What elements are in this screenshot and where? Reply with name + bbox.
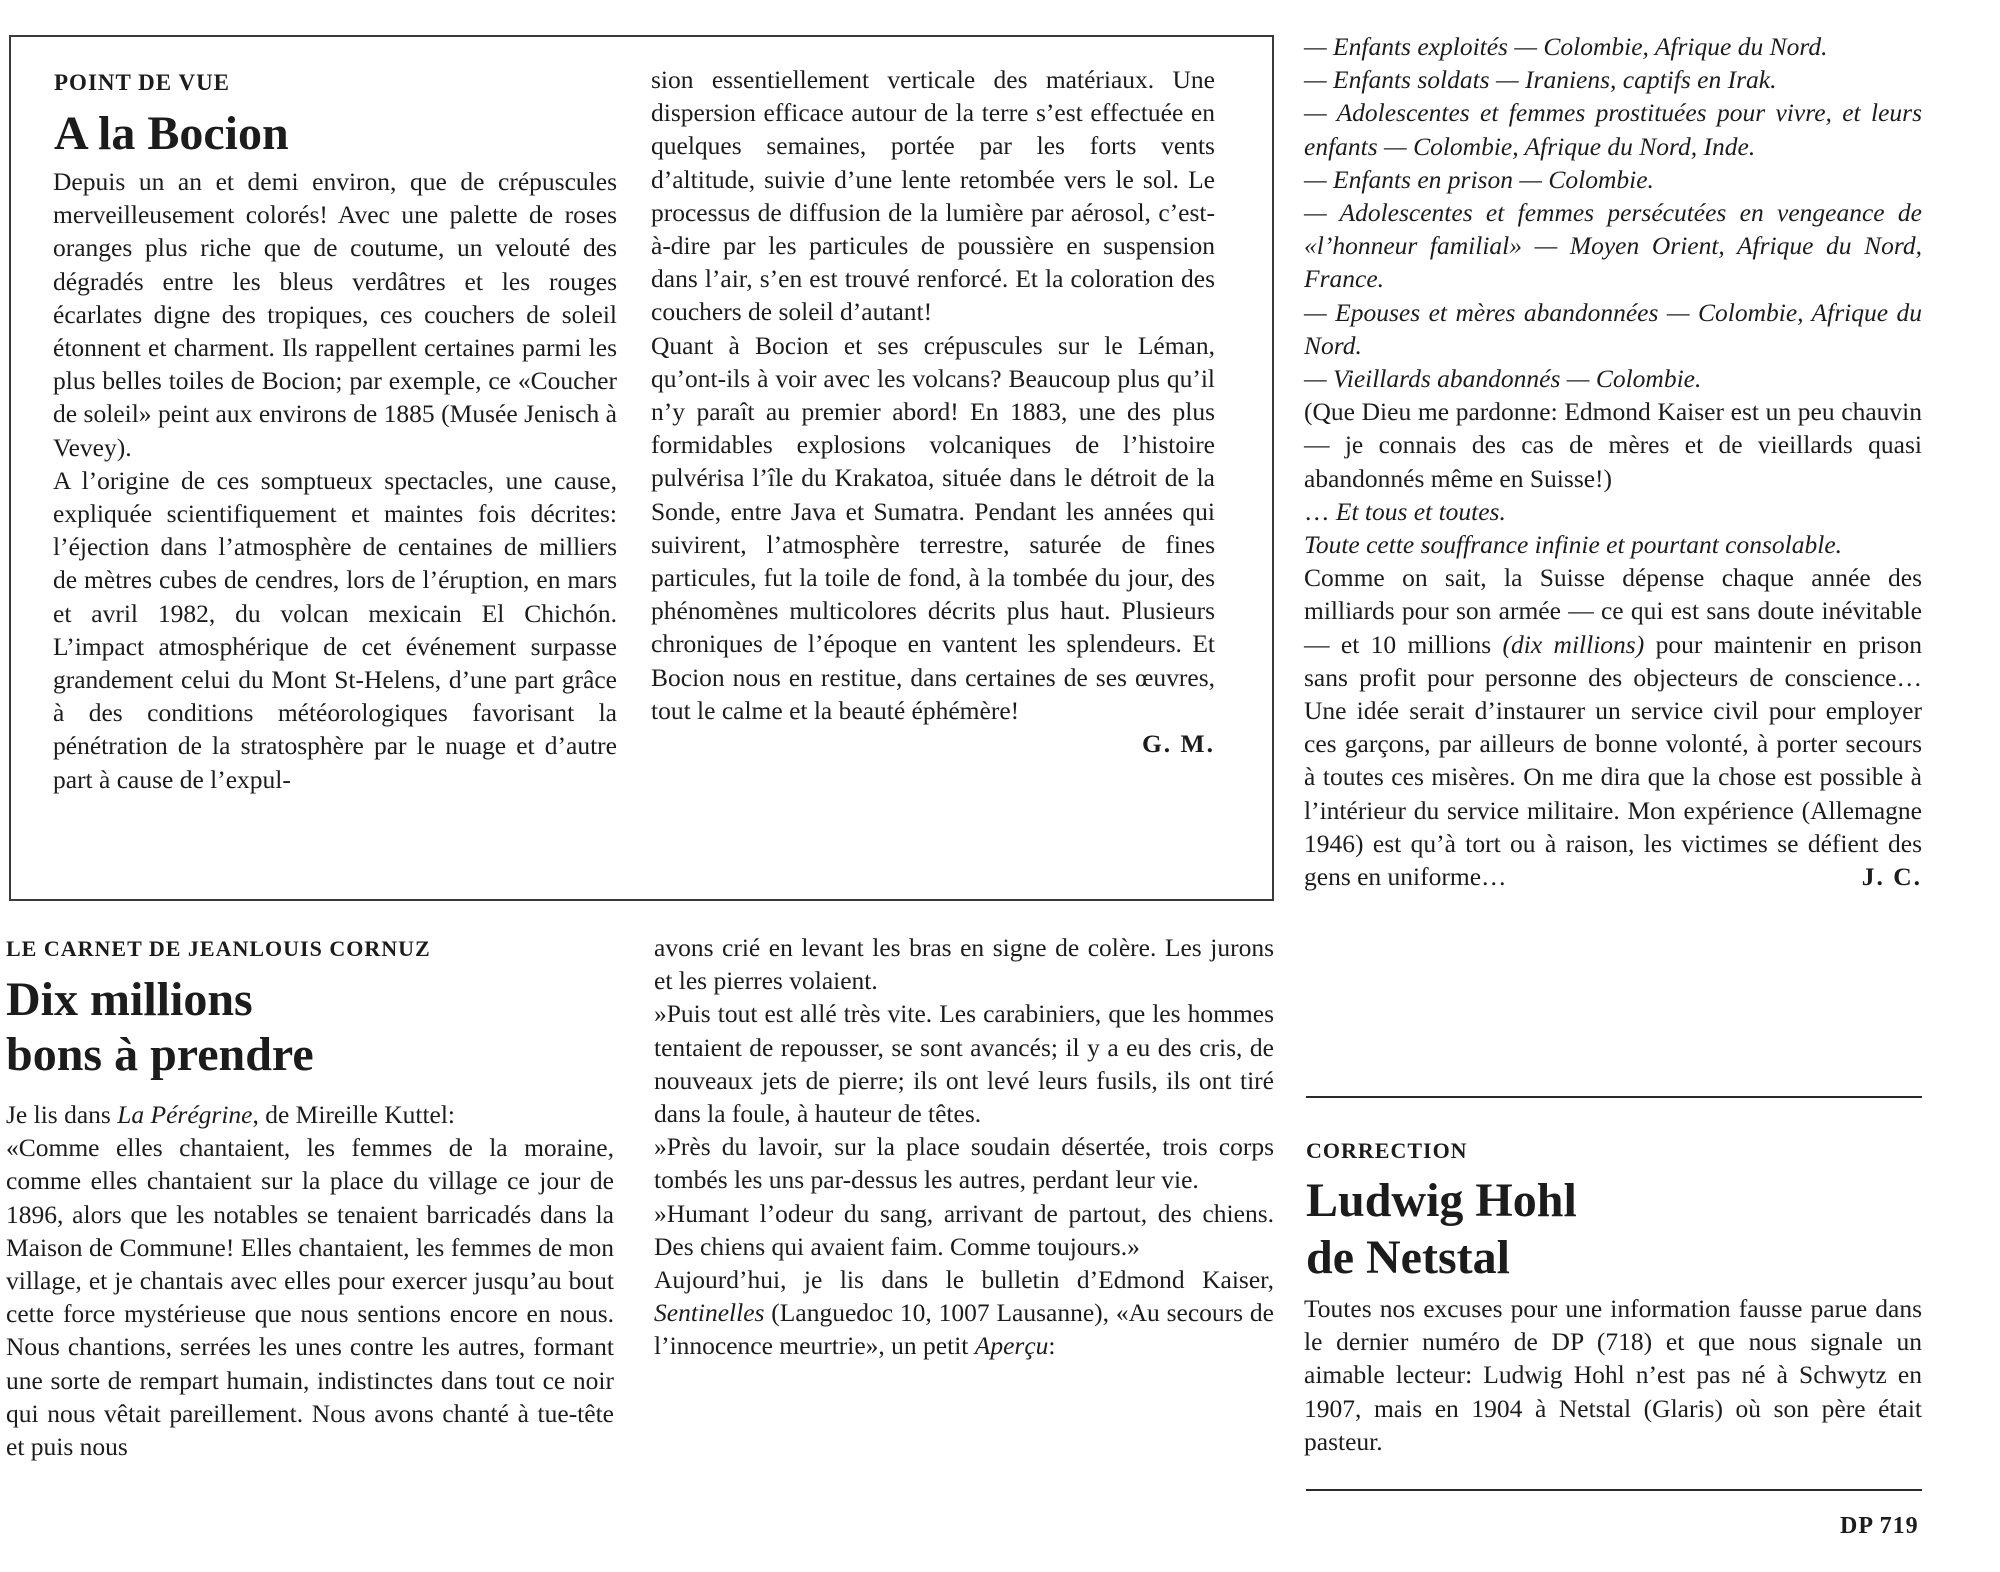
list-item: — Adolescentes et femmes persécutées en vengeance de «l’honneur familial» — Moyen Orient, Afrique du Nord, France. [1304,198,1922,294]
carnet-rubric: LE CARNET DE JEANLOUIS CORNUZ [6,936,431,961]
book-title: La Pérégrine [117,1100,253,1129]
suisse-paragraph [1304,561,1922,893]
paragraph: A l’origine de ces somptueux spectacles, une cause, expliquée scientifiquement et maintes fois décrites: l’éjection dans l’atmosphère de centaines de milliers de mètres cubes de cendres, lors de l’éruption, en mars et avril 1982, du volcan mexicain El Chichón. L’impact atmosphérique de cet événement surpasse grandement celui du Mont St-Helens, d’une part grâce à des conditions météorologiques favorisant la pénétration de la stratosphère par le nuage et d’autre part à cause de l’expul- [53,465,617,794]
ellipsis-line [1304,495,1922,528]
list-item: — Vieillards abandonnés — Colombie. [1304,364,1702,394]
text: (Languedoc 10, 1007 Lausanne), «Au secours de l’innocence meurtrie», un petit [654,1298,1274,1361]
text: Aujourd’hui, je lis dans le bulletin d’Edmond Kaiser, [654,1265,1274,1295]
list-item: — Adolescentes et femmes prostituées pour vivre, et leurs enfants — Colombie, Afrique du Nord, Inde. [1304,98,1922,161]
text: pour maintenir en prison sans profit pour personne des objecteurs de conscience… Une idée serait d’instaurer un service civil pour employer ces garçons, par ailleurs de bonne volonté, à porter secours à toutes ces misères. On me dira que la chose est possible à l’intérieur du service militaire. Mon expérience (Allemagne 1946) est qu’à tort ou à raison, les victimes se défient des gens en uniforme… [1304,629,1923,892]
paragraph [654,1263,1274,1363]
list-item: — Enfants en prison — Colombie. [1304,164,1654,194]
paragraph: avons crié en levant les bras en signe de colère. Les jurons et les pierres volaient. [654,933,1274,996]
divider [1306,1096,1922,1098]
point-de-vue-column-2 [651,63,1215,760]
point-de-vue-title: A la Bocion [54,107,289,160]
list-item: — Enfants exploités — Colombie, Afrique du Nord. [1304,32,1828,61]
text: Je lis dans [6,1100,118,1129]
text: , de Mireille Kuttel: [252,1100,456,1129]
text: : [1048,1331,1056,1361]
carnet-column-2 [654,931,1274,1363]
apercu: Aperçu [974,1331,1049,1361]
paragraph: sion essentiellement verticale des matériaux. Une dispersion efficace autour de la terre s’est effectuée en quelques semaines, portée par les forts vents d’altitude, suivie d’une lente retombée vers le sol. Le processus de diffusion de la lumière par aérosol, c’est-à-dire par les particules de poussière en suspension dans l’air, s’en est trouvé renforcé. Et la coloration des couchers de soleil d’autant! [651,65,1215,327]
correction-rubric: CORRECTION [1306,1138,1468,1163]
text: (dix millions) [1502,629,1645,659]
text: … [1304,496,1336,526]
divider [1306,1489,1922,1491]
carnet-title-line-1: Dix millions [6,973,253,1026]
point-de-vue-column-1 [53,165,617,796]
paragraph: Quant à Bocion et ses crépuscules sur le Léman, qu’ont-ils à voir avec les volcans? Beaucoup plus qu’il n’y paraît au premier abord! En 1883, une des plus formidables explosions volcaniques de l’histoire pulvérisa l’île du Krakatoa, située dans le détroit de la Sonde, entre Java et Sumatra. Pendant les années qui suivirent, l’atmosphère terrestre, saturée de fines particules, fut la toile de fond, à la tombée du jour, des phénomènes multicolores décrits plus haut. Plusieurs chroniques de l’époque en vantent les splendeurs. Et Bocion nous en restitue, dans certaines de ses œuvres, tout le calme et la beauté éphémère! [651,330,1215,725]
correction-title-line-1: Ludwig Hohl [1306,1174,1577,1227]
correction-body: Toutes nos excuses pour une information fausse parue dans le dernier numéro de DP (718) et que nous signale un aimable lecteur: Ludwig Hohl n’est pas né à Schwytz en 1907, mais en 1904 à Netstal (Glaris) où son père était pasteur. [1304,1294,1922,1456]
paragraph: Depuis un an et demi environ, que de crépuscules merveilleusement colorés! Avec une palette de roses oranges plus riche que de coutume, un velouté des dégradés entre les bleus verdâtres et les rouges écarlates digne des tropiques, ces couchers de soleil étonnent et charment. Ils rappellent certaines parmi les plus belles toiles de Bocion; par exemple, ce «Coucher de soleil» peint aux environs de 1885 (Musée Jenisch à Vevey). [53,167,617,462]
correction-title-line-2: de Netstal [1306,1231,1510,1284]
text: Comme on sait, la Suisse dépense chaque année des milliards pour son armée — ce qui est sans doute inévitable — et 10 millions [1304,563,1922,659]
carnet-title-line-2: bons à prendre [6,1028,314,1081]
paragraph: »Près du lavoir, sur la place soudain désertée, trois corps tombés les uns par-dessus les autres, perdant leur vie. [654,1132,1274,1195]
point-de-vue-rubric: POINT DE VUE [54,70,231,95]
souffrance-line: Toute cette souffrance infinie et pourtant consolable. [1304,530,1843,560]
list-item: — Enfants soldats — Iraniens, captifs en Irak. [1304,65,1777,95]
right-column [1304,30,1922,893]
paragraph: »Puis tout est allé très vite. Les carabiniers, que les hommes tentaient de repousser, se sont avancés; il y a eu des cris, de nouveaux jets de pierre; ils ont levé leurs fusils, ils ont tiré dans la foule, à hauteur de têtes. [654,999,1274,1129]
aside-paragraph: (Que Dieu me pardonne: Edmond Kaiser est un peu chauvin — je connais des cas de mères et de vieillards quasi abandonnés même en Suisse!) [1304,397,1922,493]
text: Et tous et toutes. [1335,496,1506,526]
quote-paragraph: «Comme elles chantaient, les femmes de la moraine, comme elles chantaient sur la place du village ce jour de 1896, alors que les notables se tenaient barricadés dans la Maison de Commune! Elles chantaient, les femmes de mon village, et je chantais avec elles pour exercer jusqu’au bout cette force mystérieuse que nous sentions encore en nous. Nous chantions, serrées les unes contre les autres, formant une sorte de rempart humain, indistinctes dans tout ce noir qui nous vêtait pareillement. Nous avons chanté à tue-tête et puis nous [6,1133,614,1462]
paragraph: »Humant l’odeur du sang, arrivant de partout, des chiens. Des chiens qui avaient faim. Comme toujours.» [654,1198,1274,1261]
bulletin-title: Sentinelles [654,1298,765,1328]
page-folio: DP 719 [1840,1513,1919,1539]
list-item: — Epouses et mères abandonnées — Colombie, Afrique du Nord. [1304,297,1922,360]
signature: J. C. [1861,862,1922,892]
carnet-column-1 [6,1098,614,1463]
intro-line [6,1098,614,1131]
signature: G. M. [1141,729,1215,759]
